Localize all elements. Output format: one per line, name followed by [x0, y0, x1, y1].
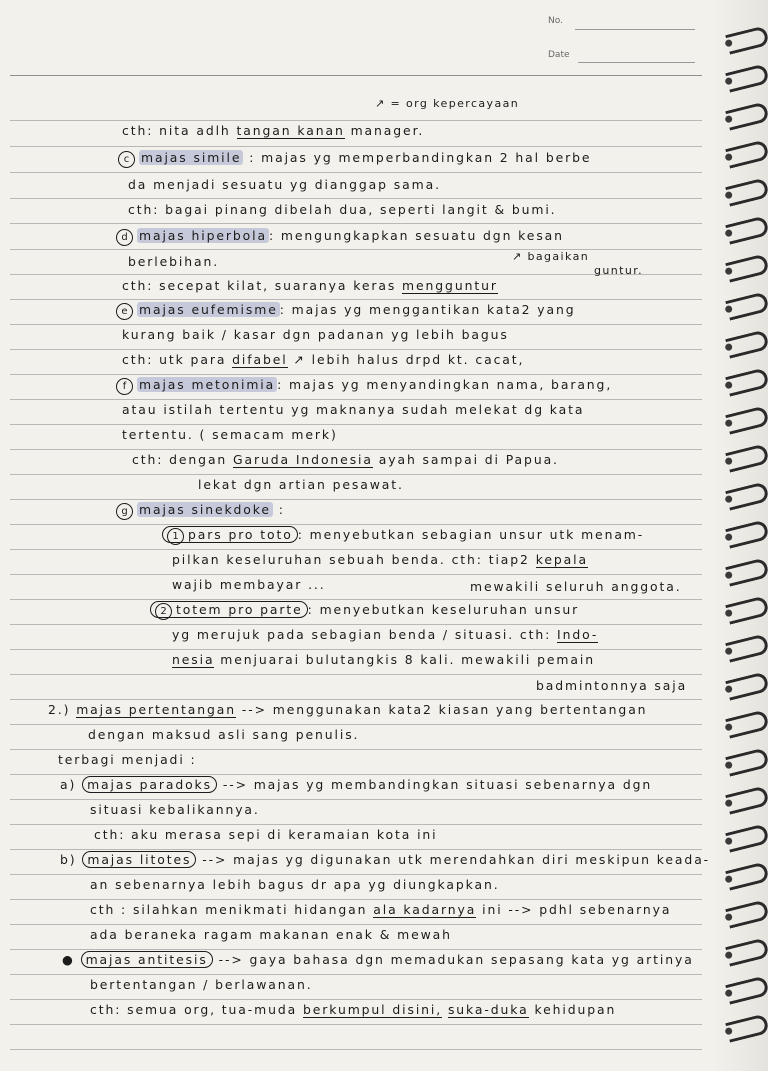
note-line-22: yg merujuk pada sebagian benda / situasi. cth: Indo-	[172, 627, 599, 642]
arrow-icon: ↗	[375, 97, 391, 110]
note-line-20b: mewakili seluruh anggota.	[470, 579, 682, 594]
note-line-34: ada beraneka ragam makanan enak & mewah	[90, 927, 452, 942]
underlined-term: tangan kanan	[236, 123, 345, 138]
note-line-06: d majas hiperbola : mengungkapkan sesuatu dgn kesan	[116, 229, 564, 246]
note-line-27: terbagi menjadi :	[58, 752, 197, 767]
underlined-term: difabel	[232, 352, 288, 367]
note-line-02: cth: nita adlh tangan kanan manager.	[122, 123, 425, 138]
note-line-05: cth: bagai pinang dibelah dua, seperti langit & bumi.	[128, 202, 557, 217]
note-line-37: cth: semua org, tua-muda berkumpul disini, suka-duka kehidupan	[90, 1002, 617, 1017]
item-badge: f	[116, 378, 133, 395]
highlighted-term: majas hiperbola	[139, 228, 267, 243]
note-line-10: kurang baik / kasar dgn padanan yg lebih bagus	[122, 327, 509, 342]
highlighted-term: majas sinekdoke	[139, 502, 271, 517]
bullet-icon: ●	[62, 952, 81, 967]
note-line-19: pilkan keseluruhan sebuah benda. cth: tiap2 kepala	[172, 552, 588, 567]
note-line-25: 2.) majas pertentangan --> menggunakan kata2 kiasan yang bertentangan	[48, 702, 648, 717]
item-badge: e	[116, 303, 133, 320]
note-line-30: cth: aku merasa sepi di keramaian kota ini	[94, 827, 438, 842]
item-badge: 1	[167, 528, 184, 545]
note-line-36: bertentangan / berlawanan.	[90, 977, 313, 992]
note-line-31: b) majas litotes --> majas yg digunakan utk merendahkan diri meskipun keada-	[60, 852, 711, 867]
boxed-term: 1 pars pro toto	[162, 526, 298, 543]
underlined-term: majas pertentangan	[76, 702, 237, 717]
list-marker: a)	[60, 777, 77, 792]
spiral-binding	[728, 0, 768, 1071]
underlined-term: ala kadarnya	[373, 902, 477, 917]
note-line-21: 2 totem pro parte : menyebutkan keseluruhan unsur	[150, 603, 579, 620]
note-line-13: atau istilah tertentu yg maknanya sudah melekat dg kata	[122, 402, 585, 417]
note-line-18: 1 pars pro toto : menyebutkan sebagian unsur utk menam-	[162, 528, 644, 545]
note-line-16: lekat dgn artian pesawat.	[198, 477, 404, 492]
list-marker: b)	[60, 852, 77, 867]
note-line-17: g majas sinekdoke :	[116, 503, 285, 520]
item-badge: d	[116, 229, 133, 246]
item-badge: g	[116, 503, 133, 520]
boxed-term: majas antitesis	[81, 951, 213, 968]
date-label: Date	[548, 50, 570, 60]
underlined-term: berkumpul disini,	[302, 1002, 443, 1017]
underlined-term: Garuda Indonesia	[233, 452, 373, 467]
note-line-23: nesia menjuarai bulutangkis 8 kali. mewakili pemain	[172, 652, 595, 667]
boxed-term: majas litotes	[82, 851, 196, 868]
arrow-icon: ↗	[287, 352, 306, 367]
underlined-term: Indo-	[557, 627, 599, 642]
note-line-11: cth: utk para difabel ↗ lebih halus drpd kt. cacat,	[122, 352, 525, 367]
note-line-26: dengan maksud asli sang penulis.	[88, 727, 360, 742]
arrow-icon: ↗	[512, 250, 528, 263]
underlined-term: mengguntur	[402, 278, 498, 293]
boxed-term: 2 totem pro parte	[150, 601, 308, 618]
note-line-14: tertentu. ( semacam merk)	[122, 427, 338, 442]
note-line-12: f majas metonimia : majas yg menyandingkan nama, barang,	[116, 378, 612, 395]
highlighted-term: majas simile	[141, 150, 242, 165]
note-annotation-07b: guntur.	[594, 264, 644, 277]
note-line-20: wajib membayar ...	[172, 577, 326, 592]
note-line-08: cth: secepat kilat, suaranya keras mengguntur	[122, 278, 498, 293]
note-line-07: berlebihan.	[128, 254, 220, 269]
underlined-term: kepala	[535, 552, 588, 567]
note-annotation-07: ↗ bagaikan	[512, 250, 590, 263]
note-line-35: ● majas antitesis --> gaya bahasa dgn memadukan sepasang kata yg artinya	[62, 952, 694, 967]
note-line-03: c majas simile : majas yg memperbandingkan 2 hal berbe	[118, 151, 591, 168]
note-line-04: da menjadi sesuatu yg dianggap sama.	[128, 177, 441, 192]
note-line-32: an sebenarnya lebih bagus dr apa yg diungkapkan.	[90, 877, 500, 892]
note-line-15: cth: dengan Garuda Indonesia ayah sampai di Papua.	[132, 452, 559, 467]
item-badge: c	[118, 151, 135, 168]
underlined-term: suka-duka	[447, 1002, 529, 1017]
note-line-09: e majas eufemisme : majas yg menggantikan kata2 yang	[116, 303, 576, 320]
note-line-28: a) majas paradoks --> majas yg membandingkan situasi sebenarnya dgn	[60, 777, 653, 792]
highlighted-term: majas eufemisme	[139, 302, 278, 317]
note-line-33: cth : silahkan menikmati hidangan ala kadarnya ini --> pdhl sebenarnya	[90, 902, 672, 917]
underlined-term: nesia	[172, 652, 215, 667]
note-line-01: ↗ = org kepercayaan	[375, 97, 520, 110]
note-line-24: badmintonnya saja	[536, 678, 688, 693]
boxed-term: majas paradoks	[82, 776, 217, 793]
note-line-29: situasi kebalikannya.	[90, 802, 260, 817]
no-label: No.	[548, 16, 563, 26]
item-badge: 2	[155, 603, 172, 620]
highlighted-term: majas metonimia	[139, 377, 276, 392]
